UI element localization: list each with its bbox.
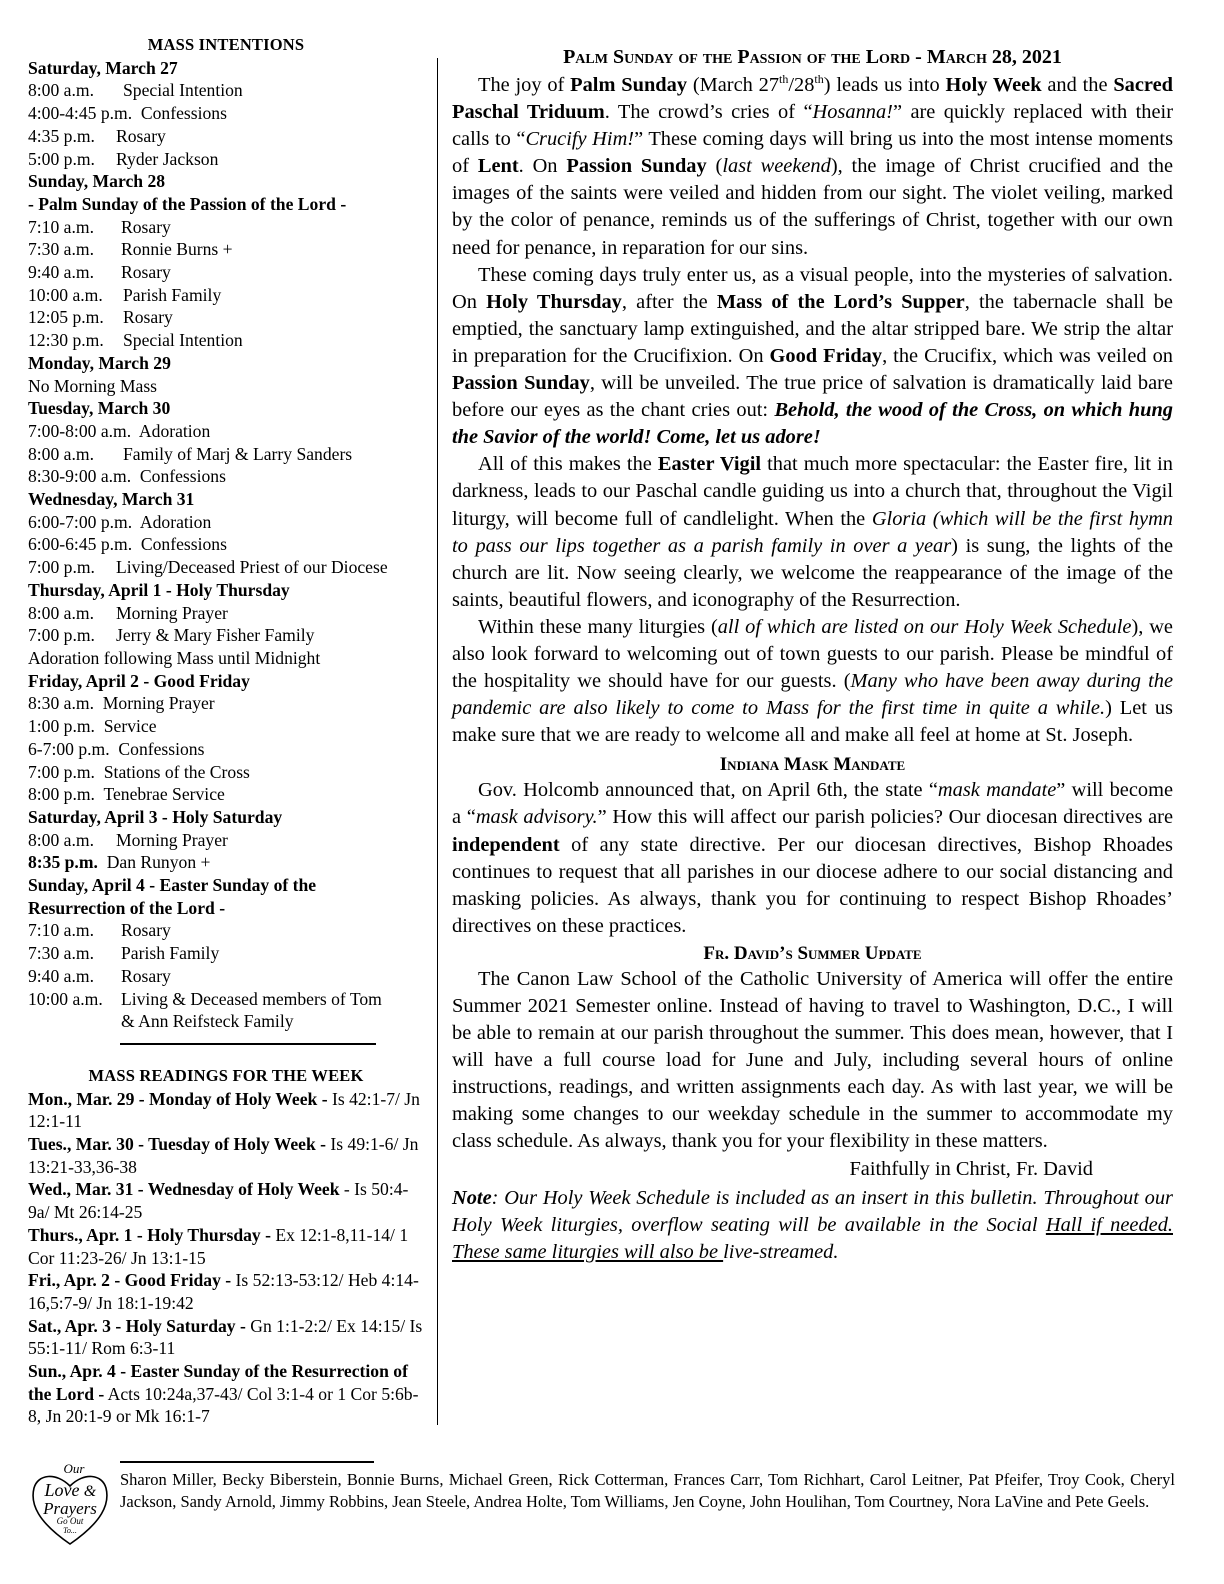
schedule-day-heading: Saturday, March 27 — [28, 57, 178, 78]
schedule-time: 12:05 p.m. — [28, 307, 104, 328]
schedule-note: No Morning Mass — [28, 375, 158, 396]
text-run: : Our Holy Week Schedule is included as an insert in this bulletin. Throughout our Holy Week liturgies, overflow seating will be available in the Social — [452, 1186, 1173, 1236]
schedule-intention: Service — [94, 716, 157, 737]
reading-entry — [28, 1360, 424, 1428]
schedule-day-heading: Wednesday, March 31 — [28, 489, 195, 510]
schedule-intention: Rosary — [121, 216, 171, 237]
reading-day: Sat., Apr. 3 - Holy Saturday - — [28, 1315, 246, 1336]
schedule-time: 10:00 a.m. — [28, 988, 103, 1009]
schedule-day-heading: - Palm Sunday of the Passion of the Lord - — [28, 193, 347, 214]
reading-citations: Is 49:1-6/ Jn 13:21-33,36-38 — [28, 1134, 419, 1177]
paragraph — [452, 966, 1173, 1156]
reading-citations: Is 42:1-7/ Jn 12:1-11 — [28, 1088, 420, 1132]
text-run: of any state directive. Per our diocesan directives, Bishop Rhoades continues to request that all parishes in our diocese adhere to our social distancing and masking policies. As always, thank you for continuing to respect Bishop Rhoades’ directives on these practices. — [452, 833, 1173, 937]
text-run: , the Crucifix, which was veiled on — [882, 344, 1173, 367]
paragraph — [452, 451, 1173, 614]
schedule-time: 7:00 p.m. — [28, 557, 95, 578]
schedule-entry — [28, 79, 424, 102]
text-run: The Canon Law School of the Catholic University of America will offer the entire Summer 2021 Semester online. Instead of having to travel to Washington, D.C., I will be able to remain at our parish throughout the summer. This does mean, however, that I will have a full course load for June and July, including several hours of online instructions, readings, and written assignments each day. As with last year, we will be making some changes to our weekday schedule in the summer to accommodate my class schedule. As always, thank you for your flexibility in these matters. — [452, 967, 1173, 1153]
svg-text:Prayers: Prayers — [43, 1499, 97, 1518]
text-run: Behold, the wood of the Cross, on which hung the Savior of the world! Come, let us adore! — [452, 399, 1173, 449]
schedule-intention: Dan Runyon + — [97, 852, 211, 873]
schedule-time: 8:35 p.m. — [28, 852, 98, 873]
love-and-prayers-logo — [28, 1460, 112, 1550]
text-run: Easter Vigil — [657, 453, 762, 476]
mass-intentions-heading: MASS INTENTIONS — [147, 35, 305, 54]
schedule-entry — [28, 533, 424, 556]
schedule-time: 7:30 a.m. — [28, 943, 94, 964]
schedule-entry — [28, 624, 424, 647]
text-run: (March 27 — [687, 74, 780, 96]
text-run: Palm Sunday — [570, 74, 688, 96]
schedule-day-heading: Monday, March 29 — [28, 352, 171, 373]
schedule-time: 8:00 a.m. — [28, 602, 94, 623]
paragraph — [452, 262, 1173, 452]
schedule-intention: Parish Family — [121, 943, 220, 964]
schedule-intention: Special Intention — [123, 80, 243, 101]
text-run: These coming days truly enter us, as a visual people, into the mysteries of salvation. On — [452, 263, 1173, 313]
schedule-entry — [28, 692, 424, 715]
reading-day: Wed., Mar. 31 - Wednesday of Holy Week — [28, 1179, 340, 1200]
schedule-intention: Ronnie Burns + — [121, 239, 233, 260]
text-run: . The crowd’s cries of “ — [604, 101, 813, 124]
reading-entry — [28, 1133, 424, 1178]
schedule-time: 5:00 p.m. — [28, 148, 95, 169]
mass-schedule — [28, 57, 424, 1033]
text-run: , after the — [621, 290, 717, 313]
schedule-day-heading: Sunday, March 28 — [28, 171, 166, 192]
text-run: that much more spectacular: the Easter fire, lit in darkness, leads to our Paschal candle guiding us into a church that, throughout the Vigil liturgy, will become full of candlelight. When the — [452, 453, 1173, 530]
text-run: Hosanna! — [812, 101, 893, 124]
schedule-intention: Jerry & Mary Fisher Family — [116, 625, 315, 646]
schedule-intention: Confessions — [131, 466, 226, 487]
schedule-day-heading: Resurrection of the Lord - — [28, 897, 226, 918]
schedule-intention: Morning Prayer — [116, 829, 228, 850]
text-run: /28 — [788, 74, 815, 96]
text-run: ) leads us into — [823, 74, 946, 96]
text-run: Note — [452, 1186, 492, 1209]
schedule-time: 10:00 a.m. — [28, 284, 103, 305]
schedule-time: 12:30 p.m. — [28, 330, 104, 351]
text-run: ) is sung, the lights of the church are lit. Now seeing clearly, we welcome the reappearance of the image of the saints, beautiful flowers, and iconography of the Resurrection. — [452, 534, 1173, 611]
text-run: and the — [1041, 74, 1114, 96]
schedule-intention: Morning Prayer — [116, 602, 228, 623]
text-run: th — [814, 72, 824, 87]
schedule-intention: Confessions — [132, 534, 227, 555]
reading-citations: - Is 50:4-9a/ Mt 26:14-25 — [28, 1179, 409, 1223]
schedule-time: 4:35 p.m. — [28, 125, 95, 146]
schedule-entry — [28, 942, 424, 965]
text-run: Gloria (which will be the first hymn to pass our lips together as a parish family in over a year — [452, 507, 1173, 557]
text-run: th — [779, 72, 789, 87]
reading-entry — [28, 1269, 424, 1314]
schedule-time: 7:00 p.m. — [28, 625, 95, 646]
schedule-entry — [28, 238, 424, 261]
reading-citations: Is 52:13-53:12/ Heb 4:14-16,5:7-9/ Jn 18:1-19:42 — [28, 1270, 419, 1313]
schedule-time: 4:00-4:45 p.m. — [28, 103, 133, 124]
schedule-day-heading: Thursday, April 1 - Holy Thursday — [28, 579, 290, 600]
text-run: , the tabernacle shall be emptied, the sanctuary lamp extinguished, and the altar stripped bare. We strip the altar in preparation for the Crucifixion. On — [452, 290, 1173, 367]
text-run: Lent — [477, 155, 519, 178]
schedule-entry — [28, 420, 424, 443]
reading-citations: Ex 12:1-8,11-14/ 1 Cor 11:23-26/ Jn 13:1-15 — [28, 1224, 409, 1268]
schedule-intention: Living/Deceased Priest of our Diocese — [116, 557, 388, 578]
reading-entry — [28, 1315, 424, 1360]
divider — [120, 1043, 376, 1045]
paragraph — [452, 777, 1173, 940]
text-run: independent — [452, 833, 560, 856]
schedule-entry — [28, 829, 424, 852]
text-run: ” These coming days will bring us into the most intense moments of — [452, 128, 1174, 178]
mask-mandate-heading: Indiana Mask Mandate — [719, 754, 906, 776]
schedule-time: 8:30 a.m. — [28, 693, 94, 714]
schedule-entry — [28, 919, 424, 942]
readings-list — [28, 1088, 424, 1429]
schedule-intention: Confessions — [132, 103, 227, 124]
text-run: Mass of the Lord’s Supper — [716, 290, 965, 313]
schedule-day-heading: Tuesday, March 30 — [28, 398, 171, 419]
schedule-time: 8:00 a.m. — [28, 80, 94, 101]
schedule-time: 7:30 a.m. — [28, 239, 94, 260]
schedule-intention: Tenebrae Service — [94, 784, 225, 805]
reading-entry — [28, 1224, 424, 1269]
schedule-intention: Family of Marj & Larry Sanders — [123, 443, 353, 464]
reading-day: Sun., Apr. 4 - Easter Sunday of the Resurrection of the Lord - — [28, 1361, 408, 1404]
text-run: All of this makes the — [478, 453, 658, 476]
schedule-time: 6-7:00 p.m. — [28, 738, 110, 759]
text-run: mask advisory. — [475, 806, 598, 829]
text-run: , will be unveiled. The true price of salvation is dramatically laid bare before our eyes as the chant cries out: — [452, 372, 1173, 422]
schedule-entry — [28, 125, 424, 148]
schedule-entry — [28, 261, 424, 284]
schedule-time: 9:40 a.m. — [28, 965, 94, 986]
schedule-intention: Rosary — [121, 920, 171, 941]
text-run: ” will become a “ — [452, 779, 1173, 829]
schedule-entry — [28, 783, 424, 806]
footer-divider — [120, 1461, 374, 1463]
schedule-time: 8:00 p.m. — [28, 784, 95, 805]
schedule-intention: Living & Deceased members of Tom — [121, 988, 382, 1009]
schedule-time: 8:30-9:00 a.m. — [28, 466, 132, 487]
readings-heading: MASS READINGS FOR THE WEEK — [88, 1065, 364, 1085]
schedule-intention: Ryder Jackson — [116, 148, 219, 169]
text-run: Passion Sunday — [452, 372, 590, 395]
schedule-entry — [28, 443, 424, 466]
paragraph — [452, 72, 1173, 262]
schedule-entry — [28, 602, 424, 625]
text-run: ), the image of Christ crucified and the images of the saints were veiled and hidden from our sight. The violet veiling, marked by the color of penance, reminds us of the sufferings of Christ, together with our own need for penance, in reparation for our sins. — [452, 155, 1173, 259]
reading-day: Tues., Mar. 30 - Tuesday of Holy Week - — [28, 1134, 327, 1155]
main-article-column — [452, 44, 1173, 1266]
reading-citations: Acts 10:24a,37-43/ Col 3:1-4 or 1 Cor 5:6b-8, Jn 20:1-9 or Mk 16:1-7 — [28, 1383, 419, 1427]
schedule-intention: Rosary — [116, 125, 166, 146]
schedule-entry — [28, 511, 424, 534]
reading-day: Thurs., Apr. 1 - Holy Thursday - — [28, 1224, 271, 1245]
svg-text:Our: Our — [63, 1461, 85, 1476]
schedule-time: 1:00 p.m. — [28, 716, 95, 737]
reading-entry — [28, 1088, 424, 1133]
schedule-time: 7:10 a.m. — [28, 216, 94, 237]
text-run: Holy Thursday — [486, 290, 622, 313]
schedule-entry — [28, 465, 424, 488]
svg-text:To...: To... — [63, 1526, 77, 1535]
schedule-day-heading: Sunday, April 4 - Easter Sunday of the — [28, 875, 317, 896]
text-run: . On — [518, 155, 567, 178]
text-run: Gov. Holcomb announced that, on April 6th, the state “ — [478, 779, 938, 802]
schedule-time: 9:40 a.m. — [28, 262, 94, 283]
schedule-time: 6:00-7:00 p.m. — [28, 511, 133, 532]
text-run: mask mandate — [937, 779, 1057, 802]
text-run: Many who have been away during the pandemic are also likely to come to Mass for the first time in quite a while. — [452, 670, 1173, 720]
paragraph — [452, 614, 1173, 749]
svg-text:Love: Love — [44, 1480, 80, 1500]
schedule-intention: Parish Family — [123, 284, 222, 305]
schedule-entry — [28, 284, 424, 307]
schedule-time: 8:00 a.m. — [28, 829, 94, 850]
schedule-entry — [28, 965, 424, 988]
text-run: ” are quickly replaced with their calls to “ — [452, 101, 1173, 151]
schedule-entry — [28, 102, 424, 125]
schedule-entry — [28, 715, 424, 738]
schedule-time: 6:00-6:45 p.m. — [28, 534, 133, 555]
schedule-intention: Rosary — [123, 307, 173, 328]
summer-update-heading: Fr. David’s Summer Update — [703, 942, 922, 964]
reading-day: Mon., Mar. 29 - Monday of Holy Week - — [28, 1088, 328, 1109]
schedule-entry — [28, 216, 424, 239]
schedule-continuation: & Ann Reifsteck Family — [121, 1011, 294, 1032]
text-run: ( — [706, 155, 723, 178]
reading-citations: Gn 1:1-2:2/ Ex 14:15/ Is 55:1-11/ Rom 6:3-11 — [28, 1315, 423, 1359]
article-title: Palm Sunday of the Passion of the Lord - March 28, 2021 — [563, 46, 1062, 68]
schedule-intention: Rosary — [121, 965, 171, 986]
schedule-day-heading: Saturday, April 3 - Holy Saturday — [28, 806, 283, 827]
schedule-intention: Confessions — [109, 738, 205, 759]
svg-text:Go Out: Go Out — [56, 1516, 84, 1526]
schedule-intention: Special Intention — [123, 330, 243, 351]
schedule-entry — [28, 988, 424, 1011]
text-run: live-streamed. — [723, 1240, 839, 1263]
schedule-entry — [28, 761, 424, 784]
schedule-intention: Morning Prayer — [93, 693, 215, 714]
text-run: last weekend — [722, 155, 831, 178]
reading-day: Fri., Apr. 2 - Good Friday - — [28, 1270, 232, 1291]
prayer-list: Sharon Miller, Becky Biberstein, Bonnie Burns, Michael Green, Rick Cotterman, Frances Carr, Tom Richhart, Carol Leitner, Pat Pfeifer, Troy Cook, Cheryl Jackson, Sandy Arnold, Jimmy Robbins, Jean Steele, Andrea Holte, Tom Williams, Jen Coyne, John Houlihan, Tom Courtney, Nora LaVine and Pete Geels. — [120, 1470, 1175, 1511]
schedule-entry — [28, 148, 424, 171]
text-run: Within these many liturgies ( — [478, 615, 718, 638]
schedule-time: 7:00-8:00 a.m. — [28, 420, 132, 441]
text-run: ) Let us make sure that we are ready to welcome all and make all feel at home at St. Joseph. — [452, 697, 1173, 747]
schedule-note: Adoration following Mass until Midnight — [28, 647, 321, 668]
text-run: Crucify Him! — [525, 128, 635, 151]
schedule-entry — [28, 556, 424, 579]
text-run: all of which are listed on our Holy Week Schedule — [717, 615, 1132, 638]
schedule-intention: Rosary — [121, 262, 171, 283]
schedule-entry — [28, 329, 424, 352]
svg-text:&: & — [83, 1483, 97, 1500]
text-run: Hall if needed. These same liturgies will also be — [452, 1213, 1173, 1263]
schedule-intention: Adoration — [131, 420, 211, 441]
mass-intentions-column — [28, 34, 424, 1428]
reading-entry — [28, 1178, 424, 1223]
schedule-entry — [28, 306, 424, 329]
signature: Faithfully in Christ, Fr. David — [849, 1157, 1093, 1180]
text-run: Holy Week — [945, 74, 1042, 96]
text-run: ), we also look forward to welcoming out of town guests to our parish. Please be mindful of the hospitality we should have for our guests. ( — [452, 615, 1173, 693]
text-run: Passion Sunday — [566, 155, 707, 178]
schedule-time: 8:00 a.m. — [28, 443, 94, 464]
schedule-entry — [28, 851, 424, 874]
text-run: The joy of — [478, 74, 571, 96]
schedule-entry — [28, 738, 424, 761]
schedule-intention: Adoration — [132, 511, 212, 532]
schedule-time: 7:10 a.m. — [28, 920, 94, 941]
text-run: ” How this will affect our parish policies? Our diocesan directives are — [597, 806, 1173, 829]
text-run: Good Friday — [769, 344, 883, 367]
schedule-intention: Stations of the Cross — [94, 761, 250, 782]
text-run: Sacred Paschal Triduum — [452, 74, 1174, 124]
schedule-time: 7:00 p.m. — [28, 761, 95, 782]
note-paragraph — [452, 1185, 1173, 1266]
schedule-day-heading: Friday, April 2 - Good Friday — [28, 670, 250, 691]
column-divider — [437, 58, 438, 1425]
